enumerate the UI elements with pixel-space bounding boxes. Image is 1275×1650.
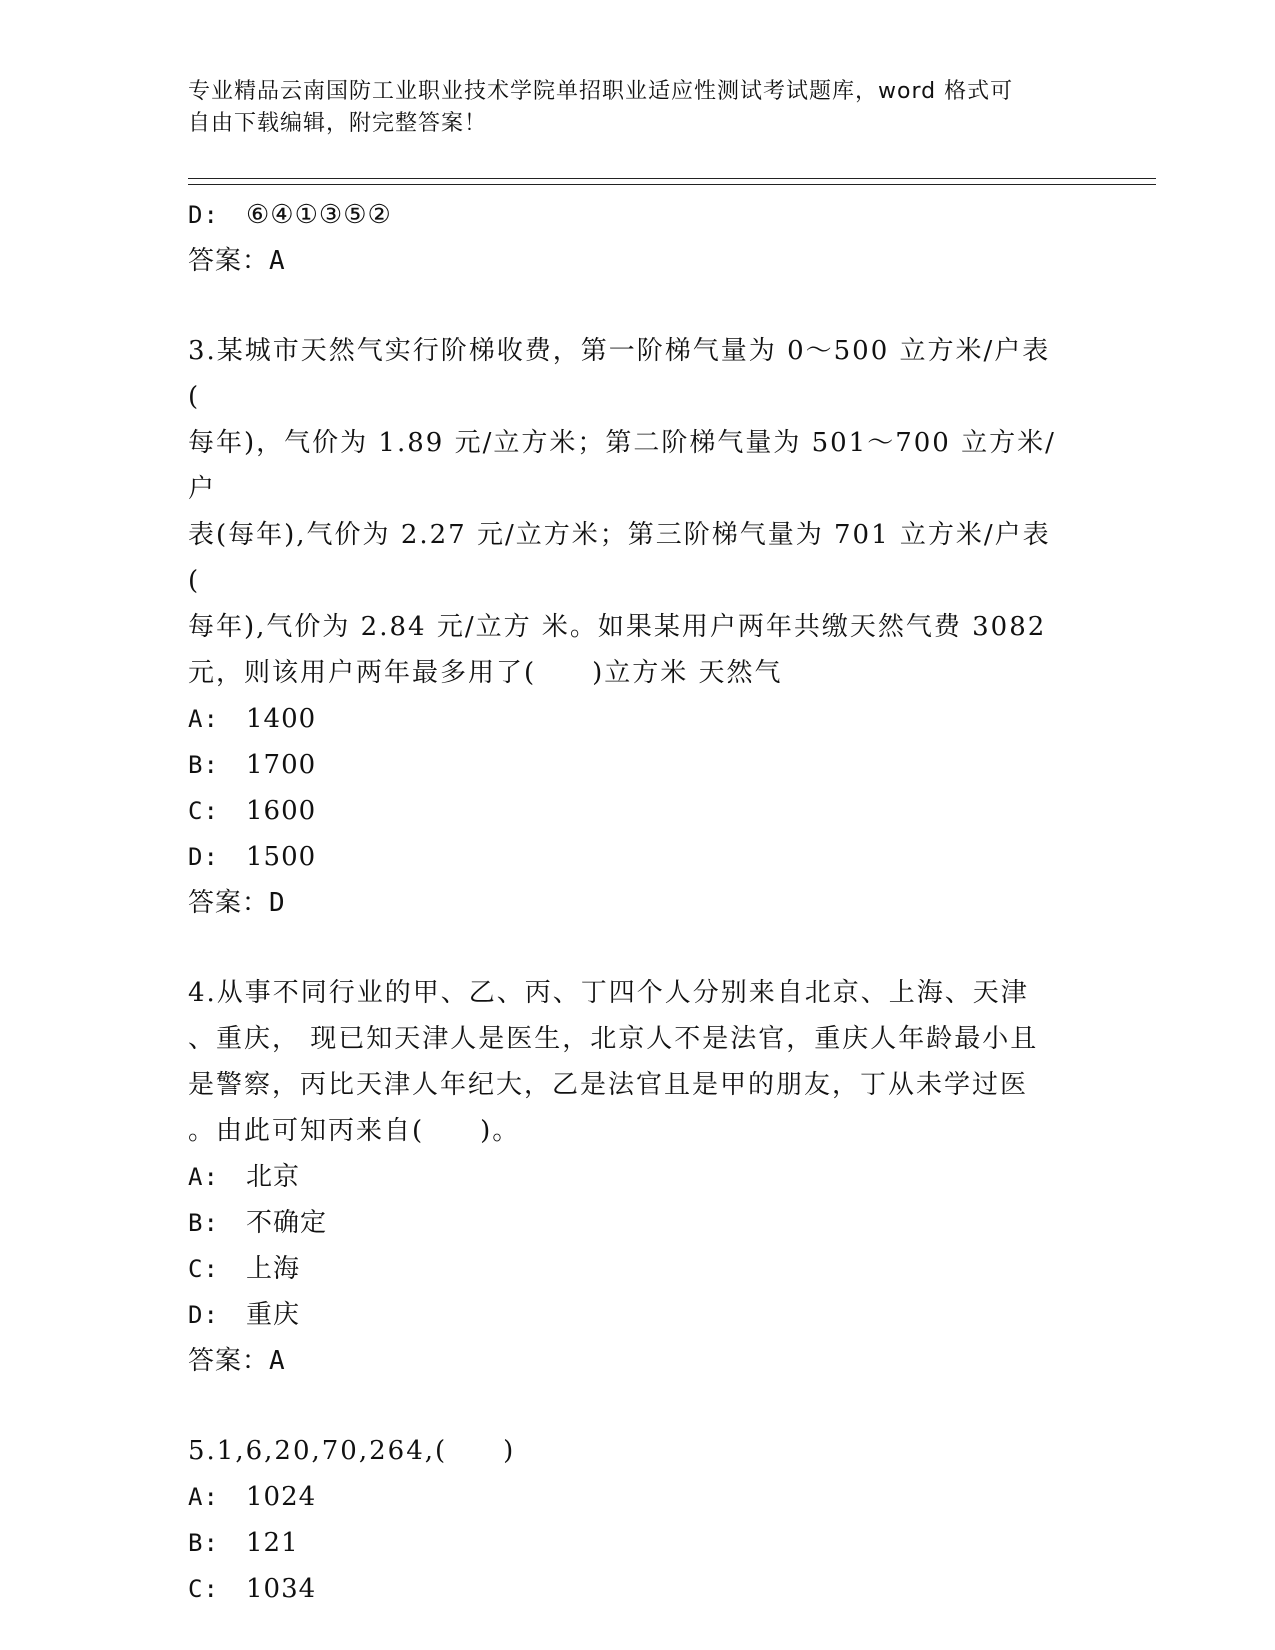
question-line: 5.1,6,20,70,264,( ) — [188, 1436, 516, 1466]
header-line-2: 自由下载编辑，附完整答案！ — [188, 111, 488, 136]
question-line: 4.从事不同行业的甲、乙、丙、丁四个人分别来自北京、上海、天津 — [188, 978, 1029, 1008]
option-text: 上海 — [246, 1254, 301, 1284]
option-text: 1024 — [246, 1482, 317, 1512]
q5-option-a — [188, 1474, 1088, 1520]
q4-option-b — [188, 1200, 1088, 1246]
question-line: 每年),气价为 2.84 元/立方 米。如果某用户两年共缴天然气费 3082 — [188, 612, 1047, 642]
q3-option-c — [188, 788, 1088, 834]
option-letter: B: — [188, 1529, 219, 1557]
option-letter: A: — [188, 1163, 219, 1191]
q3-option-a — [188, 696, 1088, 742]
q5-option-b — [188, 1520, 1088, 1566]
option-letter: A: — [188, 705, 219, 733]
q4-option-c — [188, 1246, 1088, 1292]
option-letter: C: — [188, 1255, 219, 1283]
question-3-stem — [188, 328, 1058, 696]
prev-option-d — [188, 192, 1088, 238]
question-line: 元，则该用户两年最多用了( )立方米 天然气 — [188, 658, 783, 688]
option-text: 1034 — [246, 1574, 317, 1604]
option-letter: A: — [188, 1483, 219, 1511]
option-text: 1700 — [246, 750, 317, 780]
header-divider — [188, 178, 1156, 185]
answer-value: A — [269, 1346, 286, 1376]
option-letter: C: — [188, 1575, 219, 1603]
prev-answer — [188, 238, 1088, 284]
question-line: 表(每年),气价为 2.27 元/立方米；第三阶梯气量为 701 立方米/户表( — [188, 520, 1051, 596]
q4-option-a — [188, 1154, 1088, 1200]
q3-option-b — [188, 742, 1088, 788]
answer-label: 答案： — [188, 246, 270, 276]
q5-option-c — [188, 1566, 1088, 1612]
option-letter: B: — [188, 751, 219, 779]
option-text: 1400 — [246, 704, 317, 734]
option-text: 重庆 — [246, 1300, 301, 1330]
question-line: 、重庆， 现已知天津人是医生，北京人不是法官，重庆人年龄最小且 — [188, 1024, 1039, 1054]
option-text: 北京 — [246, 1162, 301, 1192]
question-4-stem — [188, 970, 1058, 1154]
option-text: 1600 — [246, 796, 317, 826]
answer-label: 答案： — [188, 1346, 270, 1376]
question-line: 3.某城市天然气实行阶梯收费，第一阶梯气量为 0～500 立方米/户表( — [188, 336, 1051, 412]
answer-value: D — [269, 888, 286, 918]
option-letter: D: — [188, 201, 219, 229]
q4-answer — [188, 1338, 1088, 1384]
option-text: 121 — [246, 1528, 299, 1558]
option-letter: D: — [188, 843, 219, 871]
option-letter: B: — [188, 1209, 219, 1237]
question-5-stem — [188, 1428, 1058, 1474]
option-text: ⑥④①③⑤② — [246, 200, 392, 230]
option-letter: D: — [188, 1301, 219, 1329]
question-line: 每年)，气价为 1.89 元/立方米；第二阶梯气量为 501～700 立方米/户 — [188, 428, 1056, 504]
question-content — [188, 192, 1088, 1612]
question-line: 。由此可知丙来自( )。 — [188, 1116, 521, 1146]
answer-label: 答案： — [188, 888, 270, 918]
option-letter: C: — [188, 797, 219, 825]
header-line-1: 专业精品云南国防工业职业技术学院单招职业适应性测试考试题库，word 格式可 — [188, 79, 1014, 104]
page-header — [188, 76, 1088, 140]
option-text: 不确定 — [246, 1208, 328, 1238]
q3-answer — [188, 880, 1088, 926]
answer-value: A — [269, 246, 286, 276]
q3-option-d — [188, 834, 1088, 880]
option-text: 1500 — [246, 842, 317, 872]
question-line: 是警察，丙比天津人年纪大，乙是法官且是甲的朋友，丁从未学过医 — [188, 1070, 1029, 1100]
q4-option-d — [188, 1292, 1088, 1338]
